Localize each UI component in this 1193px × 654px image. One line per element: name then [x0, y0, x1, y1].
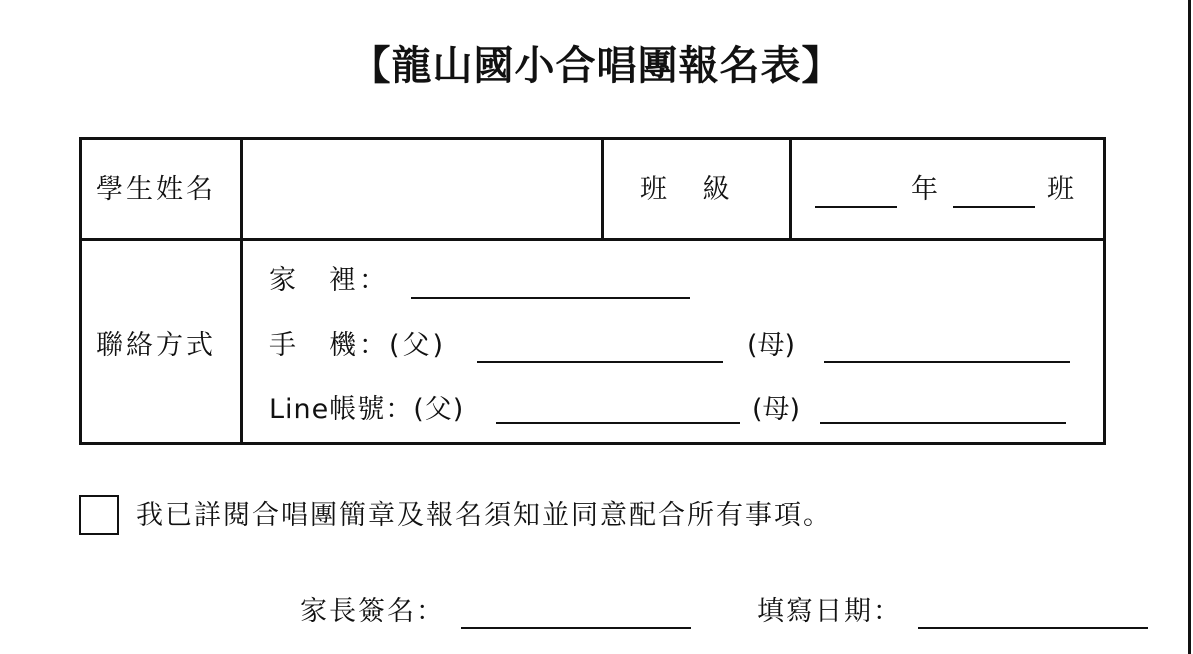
class-class-blank[interactable]	[953, 206, 1035, 208]
line-mother-blank[interactable]	[820, 422, 1066, 424]
class-label: 班 級	[640, 174, 730, 205]
class-label-left-divider	[601, 140, 604, 238]
row-divider	[82, 238, 1103, 241]
agreement-text: 我已詳閱合唱團簡章及報名須知並同意配合所有事項。	[136, 500, 832, 531]
student-name-field[interactable]	[243, 140, 601, 238]
agreement-checkbox[interactable]	[79, 495, 119, 535]
contact-label: 聯絡方式	[96, 330, 216, 361]
class-year-unit: 年	[911, 174, 938, 205]
parent-signature-label: 家長簽名：	[300, 596, 445, 627]
mobile-father-blank[interactable]	[477, 361, 723, 363]
fill-date-line[interactable]	[918, 627, 1148, 629]
class-year-blank[interactable]	[815, 206, 897, 208]
mobile-father-label: 手 機：(父)	[269, 330, 447, 361]
page-right-border	[1188, 0, 1191, 654]
mobile-mother-label: (母)	[747, 330, 796, 361]
fill-date-label: 填寫日期：	[757, 596, 902, 627]
line-mother-label: (母)	[752, 394, 801, 425]
line-father-blank[interactable]	[496, 422, 740, 424]
registration-table	[79, 137, 1106, 445]
mobile-mother-blank[interactable]	[824, 361, 1070, 363]
home-phone-blank[interactable]	[411, 297, 690, 299]
class-label-right-divider	[789, 140, 792, 238]
class-class-unit: 班	[1047, 174, 1074, 205]
line-father-label: Line帳號：(父)	[269, 394, 465, 425]
home-phone-label: 家 裡：	[269, 265, 389, 296]
parent-signature-line[interactable]	[461, 627, 691, 629]
form-title: 【龍山國小合唱團報名表】	[350, 42, 843, 89]
student-name-label: 學生姓名	[96, 174, 216, 205]
